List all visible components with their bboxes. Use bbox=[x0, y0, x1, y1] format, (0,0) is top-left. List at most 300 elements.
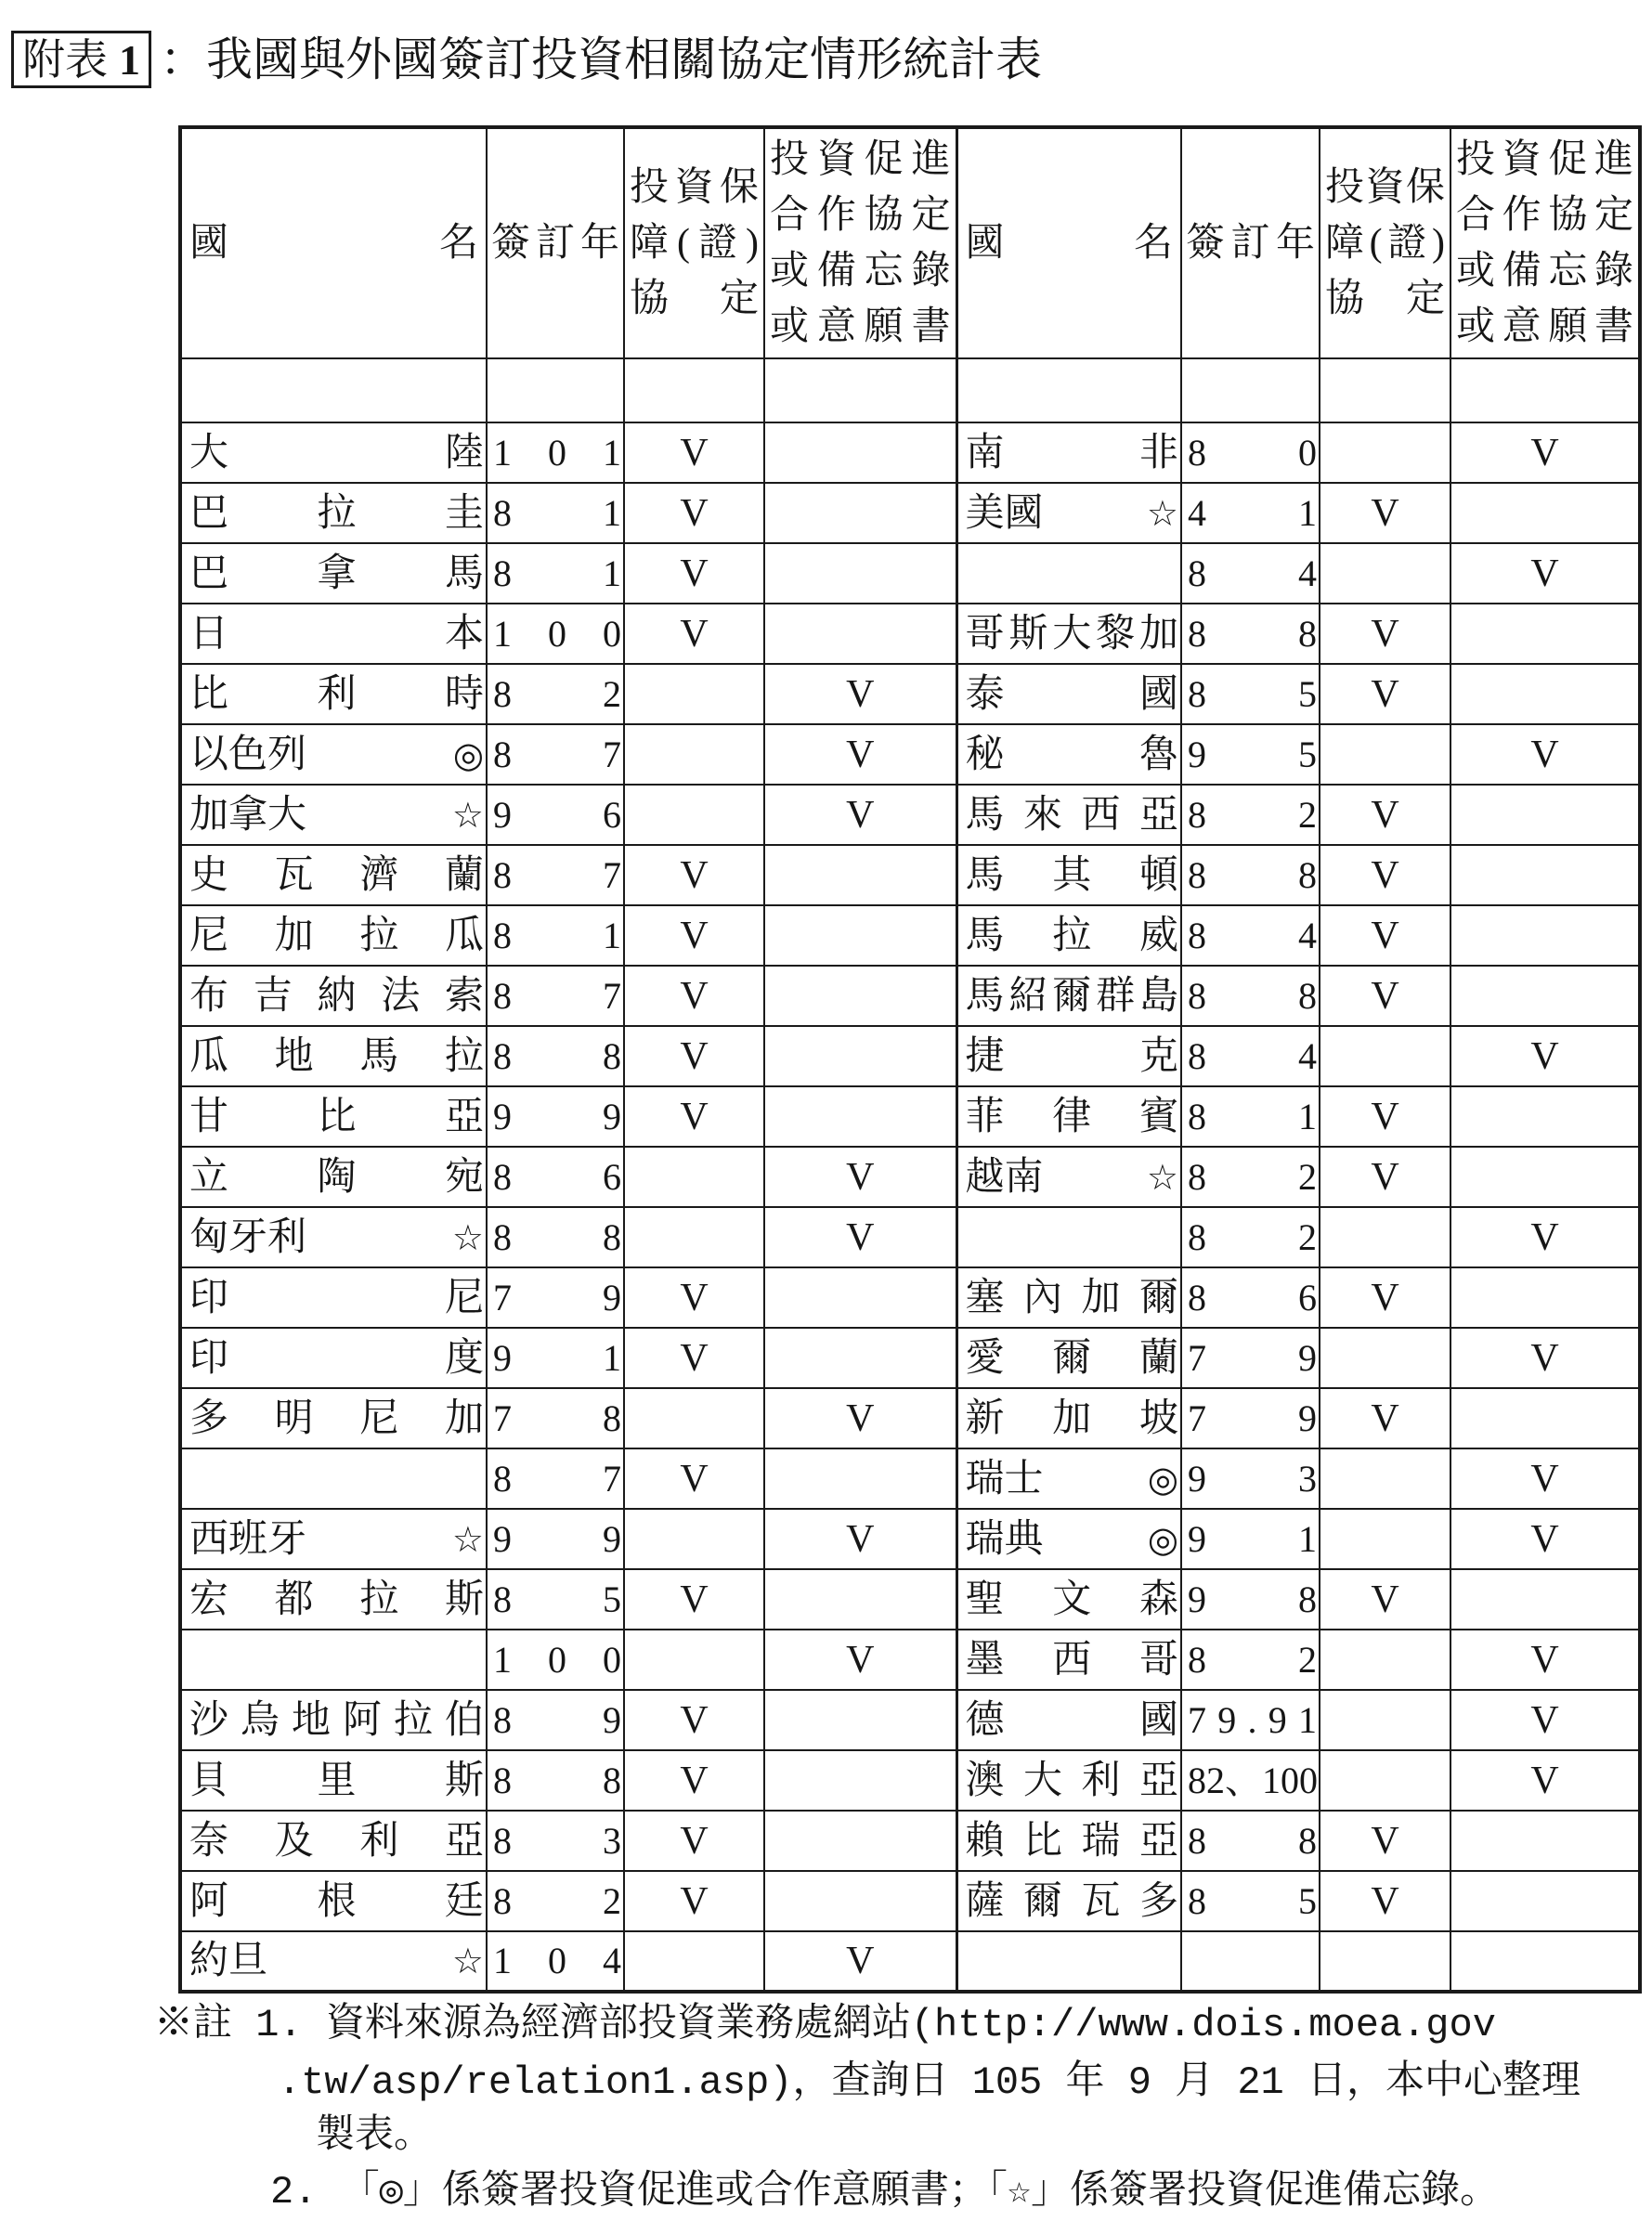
glyph: 投 bbox=[630, 166, 670, 209]
glyph: 或 bbox=[1456, 305, 1496, 348]
table-row bbox=[180, 604, 1640, 664]
glyph: 利 bbox=[359, 1819, 399, 1863]
country-name bbox=[182, 1819, 486, 1863]
glyph: 阿 bbox=[342, 1698, 382, 1742]
signing-year bbox=[488, 853, 623, 896]
note-line-2: .tw/asp/relation1.asp)，查詢日 105 年 9 月 21 日，本中心整理 bbox=[278, 2060, 1580, 2105]
glyph: 合 bbox=[770, 194, 810, 237]
promotion-agreement-mark: V bbox=[1450, 1448, 1640, 1509]
glyph: 伯 bbox=[444, 1698, 484, 1742]
protection-agreement-mark: V bbox=[1320, 1086, 1450, 1147]
promotion-agreement-mark bbox=[1450, 1388, 1640, 1448]
signing-year bbox=[1182, 914, 1319, 956]
year-cell bbox=[487, 785, 624, 845]
signing-year bbox=[1182, 1457, 1319, 1500]
empty-cell bbox=[487, 358, 624, 422]
table-row bbox=[180, 543, 1640, 604]
glyph: 加 bbox=[274, 914, 314, 957]
country-name bbox=[958, 853, 1181, 897]
table-row bbox=[180, 1750, 1640, 1811]
header-promotion-line bbox=[1451, 299, 1638, 355]
glyph: 8 bbox=[1188, 974, 1206, 1017]
glyph: 簽 bbox=[1186, 222, 1226, 265]
country-name bbox=[182, 612, 486, 656]
year-cell bbox=[487, 543, 624, 604]
glyph: 4 bbox=[1298, 914, 1317, 956]
country-cell bbox=[956, 1569, 1181, 1630]
country-cell bbox=[956, 422, 1181, 483]
glyph: 馬 bbox=[965, 914, 1005, 957]
glyph: 薩 bbox=[965, 1879, 1005, 1923]
glyph: 比 bbox=[317, 1095, 357, 1138]
glyph: 促 bbox=[1548, 138, 1588, 181]
country-cell bbox=[956, 664, 1181, 724]
country-name: 匈牙利 bbox=[189, 1215, 307, 1259]
empty-cell bbox=[956, 358, 1181, 422]
year-cell bbox=[1181, 1448, 1320, 1509]
glyph: 南 bbox=[965, 431, 1005, 474]
signing-year bbox=[1182, 1638, 1319, 1681]
country-name bbox=[182, 1336, 486, 1380]
country-with-symbol bbox=[182, 1517, 486, 1561]
glyph: 澳 bbox=[965, 1759, 1005, 1802]
promotion-agreement-mark: V bbox=[1450, 1207, 1640, 1267]
signing-year bbox=[488, 1578, 623, 1620]
protection-agreement-mark bbox=[624, 785, 764, 845]
protection-agreement-mark bbox=[1320, 1328, 1450, 1388]
country-symbol: ☆ bbox=[451, 794, 484, 836]
glyph: 1 bbox=[603, 1336, 621, 1379]
country-with-symbol bbox=[182, 1215, 486, 1259]
glyph: 7 bbox=[603, 974, 621, 1017]
glyph: 9 bbox=[493, 1336, 512, 1379]
glyph: 資 bbox=[816, 138, 856, 181]
protection-agreement-mark: V bbox=[1320, 1811, 1450, 1871]
header-protection-line bbox=[625, 160, 763, 215]
signing-year bbox=[488, 733, 623, 775]
glyph: 資 bbox=[674, 166, 714, 209]
glyph: 8 bbox=[493, 672, 512, 715]
glyph: 德 bbox=[965, 1698, 1005, 1742]
glyph: 1 bbox=[1298, 491, 1317, 534]
glyph: 0 bbox=[603, 612, 621, 655]
country-name bbox=[182, 1879, 486, 1923]
promotion-agreement-mark: V bbox=[1450, 1630, 1640, 1690]
glyph: 簽 bbox=[491, 222, 531, 265]
page-title: ：我國與外國簽訂投資相關協定情形統計表 bbox=[160, 32, 1042, 86]
table-row bbox=[180, 1811, 1640, 1871]
glyph: 9 bbox=[1268, 1698, 1287, 1741]
promotion-agreement-mark: V bbox=[764, 1931, 956, 1992]
glyph: 9 bbox=[1188, 1578, 1206, 1620]
glyph: 宛 bbox=[444, 1155, 484, 1199]
glyph: 8 bbox=[1188, 612, 1206, 655]
glyph: 8 bbox=[603, 1396, 621, 1439]
glyph: 促 bbox=[864, 138, 904, 181]
glyph: 6 bbox=[603, 1155, 621, 1198]
country-name bbox=[182, 1698, 486, 1742]
glyph: 大 bbox=[189, 431, 229, 474]
glyph: 拉 bbox=[359, 914, 399, 957]
year-cell bbox=[487, 724, 624, 785]
header-protection-line bbox=[1320, 215, 1450, 271]
country-cell bbox=[180, 905, 487, 966]
glyph: 2 bbox=[1298, 1155, 1317, 1198]
glyph: 備 bbox=[1502, 250, 1541, 292]
signing-year bbox=[488, 1155, 623, 1198]
glyph: 納 bbox=[317, 974, 357, 1018]
promotion-agreement-mark: V bbox=[1450, 422, 1640, 483]
table-header bbox=[180, 127, 1640, 358]
country-cell bbox=[956, 1509, 1181, 1569]
country-name bbox=[958, 1034, 1181, 1078]
agreements-table bbox=[178, 125, 1642, 1994]
glyph: 0 bbox=[1298, 431, 1317, 474]
country-cell bbox=[180, 1328, 487, 1388]
glyph: 亞 bbox=[444, 1095, 484, 1138]
glyph: 國 bbox=[1138, 672, 1178, 716]
country-name bbox=[958, 1761, 1181, 1800]
glyph: 時 bbox=[444, 672, 484, 716]
protection-agreement-mark bbox=[1320, 422, 1450, 483]
glyph: 索 bbox=[444, 974, 484, 1018]
country-name: 以色列 bbox=[189, 733, 307, 776]
glyph: 菲 bbox=[965, 1095, 1005, 1138]
glyph: 拿 bbox=[317, 552, 357, 595]
year-cell bbox=[1181, 543, 1320, 604]
year-cell bbox=[487, 1086, 624, 1147]
country-name: 加拿大 bbox=[189, 793, 307, 837]
country-with-symbol bbox=[182, 735, 486, 774]
promotion-agreement-mark bbox=[764, 1328, 956, 1388]
glyph: 印 bbox=[189, 1336, 229, 1380]
header-protection-line bbox=[625, 215, 763, 271]
year-cell bbox=[487, 1509, 624, 1569]
header-protection-line bbox=[1320, 160, 1450, 215]
glyph: 西 bbox=[1081, 793, 1121, 837]
glyph: 定 bbox=[911, 194, 951, 237]
empty-cell bbox=[1320, 358, 1450, 422]
glyph: 0 bbox=[1299, 1759, 1318, 1801]
glyph: 9 bbox=[603, 1698, 621, 1741]
country-cell bbox=[180, 1569, 487, 1630]
glyph: 8 bbox=[493, 914, 512, 956]
country-cell bbox=[180, 1750, 487, 1811]
glyph: 9 bbox=[603, 1095, 621, 1137]
year-cell bbox=[1181, 1811, 1320, 1871]
country-cell bbox=[956, 966, 1181, 1026]
protection-agreement-mark bbox=[1320, 1931, 1450, 1992]
glyph: 8 bbox=[493, 974, 512, 1017]
country-name bbox=[958, 1819, 1181, 1863]
glyph: 投 bbox=[770, 138, 810, 181]
promotion-agreement-mark bbox=[1450, 905, 1640, 966]
country-cell bbox=[956, 1388, 1181, 1448]
glyph: 8 bbox=[493, 491, 512, 534]
glyph: 定 bbox=[1593, 194, 1633, 237]
country-cell bbox=[956, 724, 1181, 785]
glyph: 9 bbox=[1217, 1698, 1237, 1741]
glyph: 史 bbox=[189, 853, 229, 897]
glyph: 協 bbox=[630, 278, 670, 320]
glyph: 2 bbox=[1206, 1759, 1225, 1801]
country-cell bbox=[180, 724, 487, 785]
glyph: 資 bbox=[1502, 138, 1541, 181]
glyph: 8 bbox=[1298, 612, 1317, 655]
note-line-4: 2. 「◎」係簽署投資促進或合作意願書；「☆」係簽署投資促進備忘錄。 bbox=[270, 2170, 1500, 2215]
glyph: 泰 bbox=[965, 672, 1005, 716]
header-promotion bbox=[1450, 127, 1640, 358]
glyph: 爾 bbox=[1052, 974, 1092, 1018]
glyph: 明 bbox=[274, 1396, 314, 1440]
country-name bbox=[958, 431, 1181, 474]
year-cell bbox=[487, 1207, 624, 1267]
signing-year bbox=[1182, 612, 1319, 655]
glyph: 塞 bbox=[965, 1276, 1005, 1319]
glyph: 秘 bbox=[965, 733, 1005, 776]
glyph: 來 bbox=[1022, 793, 1062, 837]
glyph: 8 bbox=[493, 1155, 512, 1198]
protection-agreement-mark: V bbox=[624, 845, 764, 905]
glyph: 8 bbox=[1188, 853, 1206, 896]
protection-agreement-mark: V bbox=[624, 604, 764, 664]
table-row bbox=[180, 1509, 1640, 1569]
glyph: 日 bbox=[189, 612, 229, 656]
table-row bbox=[180, 966, 1640, 1026]
protection-agreement-mark: V bbox=[624, 1026, 764, 1086]
year-cell bbox=[1181, 1690, 1320, 1750]
glyph: 阿 bbox=[189, 1879, 229, 1923]
glyph: 障 bbox=[630, 222, 670, 265]
country-symbol: ◎ bbox=[452, 734, 484, 775]
glyph: 願 bbox=[1548, 305, 1588, 348]
signing-year bbox=[1182, 733, 1319, 775]
glyph: 森 bbox=[1138, 1578, 1178, 1621]
promotion-agreement-mark bbox=[1450, 785, 1640, 845]
country-cell bbox=[956, 1086, 1181, 1147]
glyph: 證 bbox=[1387, 222, 1427, 265]
promotion-agreement-mark bbox=[1450, 1811, 1640, 1871]
glyph: 尼 bbox=[444, 1276, 484, 1319]
glyph: 8 bbox=[1298, 974, 1317, 1017]
glyph: 新 bbox=[965, 1396, 1005, 1440]
signing-year bbox=[1182, 1879, 1319, 1922]
country-cell bbox=[180, 543, 487, 604]
country-cell bbox=[180, 1026, 487, 1086]
glyph: 多 bbox=[189, 1396, 229, 1440]
promotion-agreement-mark bbox=[764, 905, 956, 966]
signing-year bbox=[1182, 1396, 1319, 1439]
header-year bbox=[487, 127, 624, 358]
glyph: 合 bbox=[1456, 194, 1496, 237]
glyph: 1 bbox=[1262, 1759, 1281, 1801]
promotion-agreement-mark bbox=[764, 1086, 956, 1147]
signing-year bbox=[488, 552, 623, 594]
glyph: 年 bbox=[1275, 222, 1315, 265]
country-cell bbox=[180, 422, 487, 483]
signing-year bbox=[1182, 672, 1319, 715]
table-label-box bbox=[11, 31, 151, 88]
country-name bbox=[958, 735, 1181, 774]
promotion-agreement-mark bbox=[764, 543, 956, 604]
glyph: 馬 bbox=[965, 853, 1005, 897]
country-cell bbox=[956, 1147, 1181, 1207]
glyph: 9 bbox=[1298, 1336, 1317, 1379]
promotion-agreement-mark bbox=[1450, 1931, 1640, 1992]
country-name bbox=[182, 672, 486, 716]
promotion-agreement-mark bbox=[1450, 664, 1640, 724]
promotion-agreement-mark bbox=[764, 483, 956, 543]
promotion-agreement-mark: V bbox=[1450, 1690, 1640, 1750]
promotion-agreement-mark bbox=[764, 1026, 956, 1086]
glyph: 愛 bbox=[965, 1336, 1005, 1380]
promotion-agreement-mark: V bbox=[764, 785, 956, 845]
protection-agreement-mark bbox=[624, 1931, 764, 1992]
glyph: 9 bbox=[493, 1095, 512, 1137]
table-row bbox=[180, 1871, 1640, 1931]
glyph: 名 bbox=[1133, 222, 1173, 265]
glyph: 意 bbox=[1502, 305, 1541, 348]
country-name: 西班牙 bbox=[189, 1517, 307, 1561]
glyph: 8 bbox=[493, 1759, 512, 1801]
year-cell bbox=[487, 483, 624, 543]
signing-year bbox=[1182, 491, 1319, 534]
glyph: 濟 bbox=[359, 853, 399, 897]
country-name bbox=[182, 431, 486, 474]
glyph: 宏 bbox=[189, 1578, 229, 1621]
country-with-symbol bbox=[958, 1457, 1181, 1500]
signing-year bbox=[488, 1517, 623, 1560]
glyph: 0 bbox=[548, 1638, 566, 1681]
country-symbol: ☆ bbox=[451, 1518, 484, 1560]
promotion-agreement-mark bbox=[1450, 1147, 1640, 1207]
country-name bbox=[182, 1034, 486, 1078]
country-name bbox=[958, 1095, 1181, 1138]
glyph: 瑞 bbox=[1081, 1819, 1121, 1863]
year-cell bbox=[487, 1871, 624, 1931]
header-protection bbox=[624, 127, 764, 358]
country-name bbox=[182, 1276, 486, 1319]
glyph: 加 bbox=[1138, 612, 1178, 656]
country-name bbox=[958, 1698, 1181, 1742]
promotion-agreement-mark bbox=[764, 1811, 956, 1871]
signing-year bbox=[488, 1396, 623, 1439]
signing-year bbox=[1182, 1155, 1319, 1198]
glyph: 1 bbox=[603, 914, 621, 956]
glyph: 9 bbox=[493, 1517, 512, 1560]
glyph: 7 bbox=[1188, 1698, 1206, 1741]
glyph: 7 bbox=[603, 853, 621, 896]
year-cell bbox=[1181, 785, 1320, 845]
promotion-agreement-mark bbox=[1450, 483, 1640, 543]
table-row bbox=[180, 1931, 1640, 1992]
protection-agreement-mark: V bbox=[624, 483, 764, 543]
glyph: 馬 bbox=[965, 974, 1005, 1018]
year-cell bbox=[487, 845, 624, 905]
glyph: 烏 bbox=[240, 1698, 280, 1742]
year-cell bbox=[487, 604, 624, 664]
country-cell bbox=[180, 1931, 487, 1992]
country-cell bbox=[956, 1931, 1181, 1992]
table-row bbox=[180, 1448, 1640, 1509]
glyph: 5 bbox=[603, 1578, 621, 1620]
glyph: 書 bbox=[911, 305, 951, 348]
protection-agreement-mark: V bbox=[624, 1086, 764, 1147]
protection-agreement-mark: V bbox=[624, 1569, 764, 1630]
signing-year bbox=[1182, 1034, 1319, 1077]
signing-year bbox=[1182, 1517, 1319, 1560]
protection-agreement-mark: V bbox=[624, 905, 764, 966]
country-with-symbol bbox=[958, 1517, 1181, 1561]
year-cell bbox=[487, 1690, 624, 1750]
glyph: 錄 bbox=[1593, 250, 1633, 292]
signing-year bbox=[1182, 1276, 1319, 1318]
glyph: 爾 bbox=[1138, 1276, 1178, 1319]
glyph: 訂 bbox=[1230, 222, 1270, 265]
year-cell bbox=[1181, 1267, 1320, 1328]
glyph: 比 bbox=[1022, 1819, 1062, 1863]
glyph: 意 bbox=[816, 305, 856, 348]
glyph: 3 bbox=[1298, 1457, 1317, 1500]
country-cell bbox=[180, 1207, 487, 1267]
glyph: 律 bbox=[1052, 1095, 1092, 1138]
protection-agreement-mark bbox=[1320, 1750, 1450, 1811]
country-with-symbol bbox=[958, 491, 1181, 535]
signing-year bbox=[1182, 1759, 1319, 1801]
glyph: 7 bbox=[493, 1396, 512, 1439]
year-cell bbox=[487, 1267, 624, 1328]
promotion-agreement-mark bbox=[1450, 1871, 1640, 1931]
header-year bbox=[1181, 127, 1320, 358]
country-cell bbox=[180, 604, 487, 664]
header-promotion-line bbox=[765, 299, 956, 355]
glyph: 1 bbox=[493, 1638, 512, 1681]
glyph: 進 bbox=[911, 138, 951, 181]
country-cell bbox=[180, 785, 487, 845]
signing-year bbox=[488, 1638, 623, 1681]
country-cell bbox=[956, 483, 1181, 543]
glyph: 印 bbox=[189, 1276, 229, 1319]
country-name bbox=[182, 1761, 486, 1800]
country-name bbox=[182, 491, 486, 535]
year-cell bbox=[487, 966, 624, 1026]
signing-year bbox=[1182, 1578, 1319, 1620]
glyph: 8 bbox=[493, 1034, 512, 1077]
glyph: 文 bbox=[1052, 1578, 1092, 1621]
year-cell bbox=[487, 422, 624, 483]
protection-agreement-mark: V bbox=[1320, 604, 1450, 664]
country-name bbox=[182, 853, 486, 897]
country-name bbox=[958, 1336, 1181, 1380]
table-row bbox=[180, 483, 1640, 543]
glyph: 7 bbox=[1188, 1336, 1206, 1379]
country-cell bbox=[956, 1448, 1181, 1509]
glyph: 尼 bbox=[189, 914, 229, 957]
year-cell bbox=[1181, 1026, 1320, 1086]
header-row bbox=[180, 127, 1640, 358]
country-cell bbox=[180, 1871, 487, 1931]
glyph: 8 bbox=[1188, 431, 1206, 474]
glyph: 9 bbox=[1188, 733, 1206, 775]
glyph: 馬 bbox=[965, 793, 1005, 837]
glyph: 亞 bbox=[1138, 1759, 1178, 1802]
protection-agreement-mark: V bbox=[624, 1328, 764, 1388]
country-cell bbox=[180, 966, 487, 1026]
protection-agreement-mark: V bbox=[624, 966, 764, 1026]
country-name: 瑞典 bbox=[965, 1517, 1044, 1561]
glyph: 加 bbox=[1052, 1396, 1092, 1440]
year-cell bbox=[1181, 1086, 1320, 1147]
